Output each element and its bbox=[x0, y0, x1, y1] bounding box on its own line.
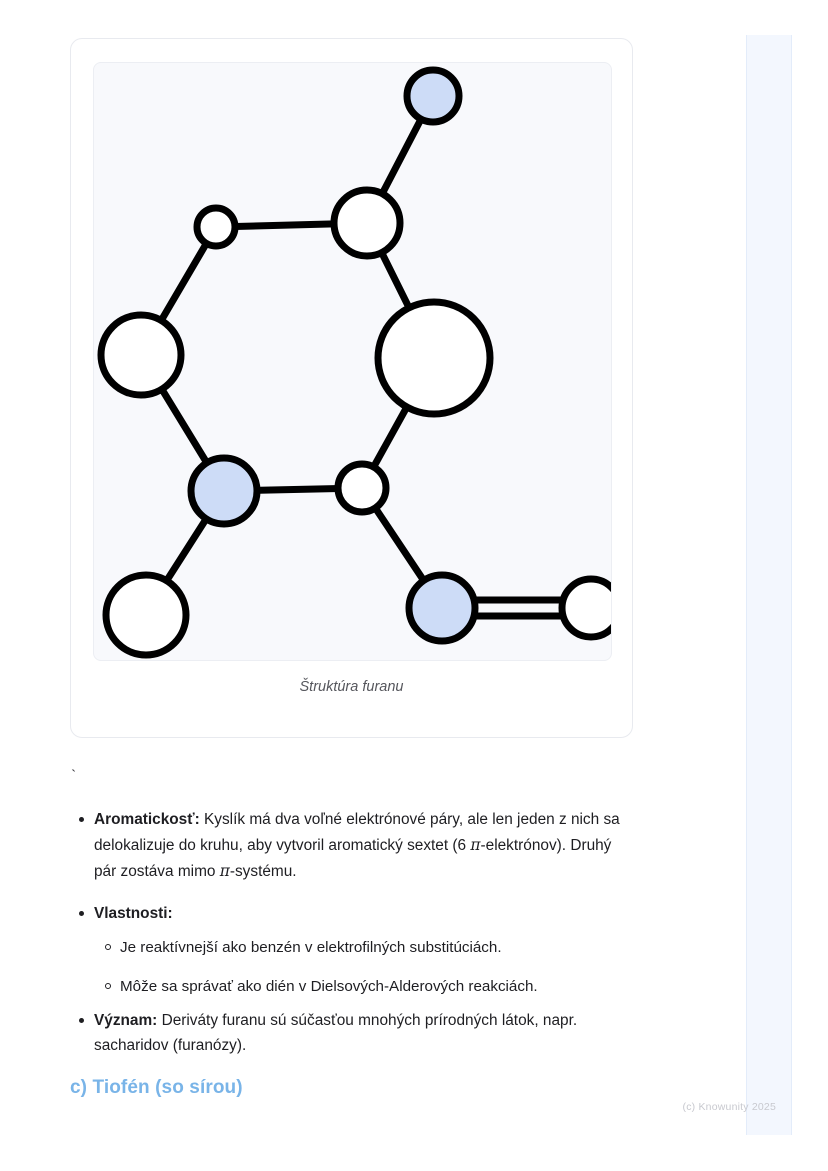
atom bbox=[378, 302, 490, 414]
furan-structure-diagram bbox=[94, 63, 612, 661]
sub-list-item: Je reaktívnejší ako benzén v elektrofilných substitúciách. bbox=[120, 936, 630, 960]
list-item-properties bbox=[94, 902, 630, 1000]
atom bbox=[338, 464, 386, 512]
pi-symbol: π bbox=[219, 861, 230, 880]
sub-list-item: Môže sa správať ako dién v Dielsových-Alderových reakciách. bbox=[120, 975, 630, 999]
bullet-text-c: -systému. bbox=[229, 862, 297, 880]
pi-symbol: π bbox=[470, 835, 481, 854]
figure-caption: Štruktúra furanu bbox=[299, 679, 404, 695]
bullet-label: Význam: bbox=[94, 1012, 158, 1030]
list-item-significance bbox=[94, 1009, 630, 1059]
molecule-diagram-panel bbox=[93, 62, 612, 661]
stray-mark: ` bbox=[69, 768, 79, 785]
bullet-text-a: Kyslík má dva voľné elektrónové páry, ale len jeden z nich sa delokalizuje do kruhu, aby vytvoril aromatický sextet (6 bbox=[94, 811, 620, 854]
figure-card bbox=[70, 38, 633, 738]
atom-highlight bbox=[407, 70, 459, 122]
body-content bbox=[70, 808, 630, 1076]
watermark: (c) Knowunity 2025 bbox=[682, 1101, 776, 1113]
sub-bullet-list bbox=[94, 936, 630, 1000]
bullet-label: Aromatickosť: bbox=[94, 811, 200, 828]
bullet-label: Vlastnosti: bbox=[94, 904, 173, 922]
section-heading-thiophene: c) Tiofén (so sírou) bbox=[70, 1077, 243, 1098]
atom-highlight bbox=[409, 575, 475, 641]
atom bbox=[197, 208, 235, 246]
atom bbox=[562, 579, 612, 637]
scrollbar-rail[interactable] bbox=[746, 35, 792, 1135]
bullet-text-b: -elektrónov). Druhý pár zostáva mimo bbox=[94, 836, 612, 880]
atom-highlight bbox=[191, 458, 257, 524]
bullet-list bbox=[70, 808, 630, 1059]
list-item-aromaticity bbox=[94, 808, 630, 885]
bullet-text: Deriváty furanu sú súčasťou mnohých prírodných látok, napr. sacharidov (furanózy). bbox=[94, 1012, 578, 1055]
atom bbox=[334, 190, 400, 256]
atom bbox=[101, 315, 181, 395]
atom bbox=[106, 575, 186, 655]
